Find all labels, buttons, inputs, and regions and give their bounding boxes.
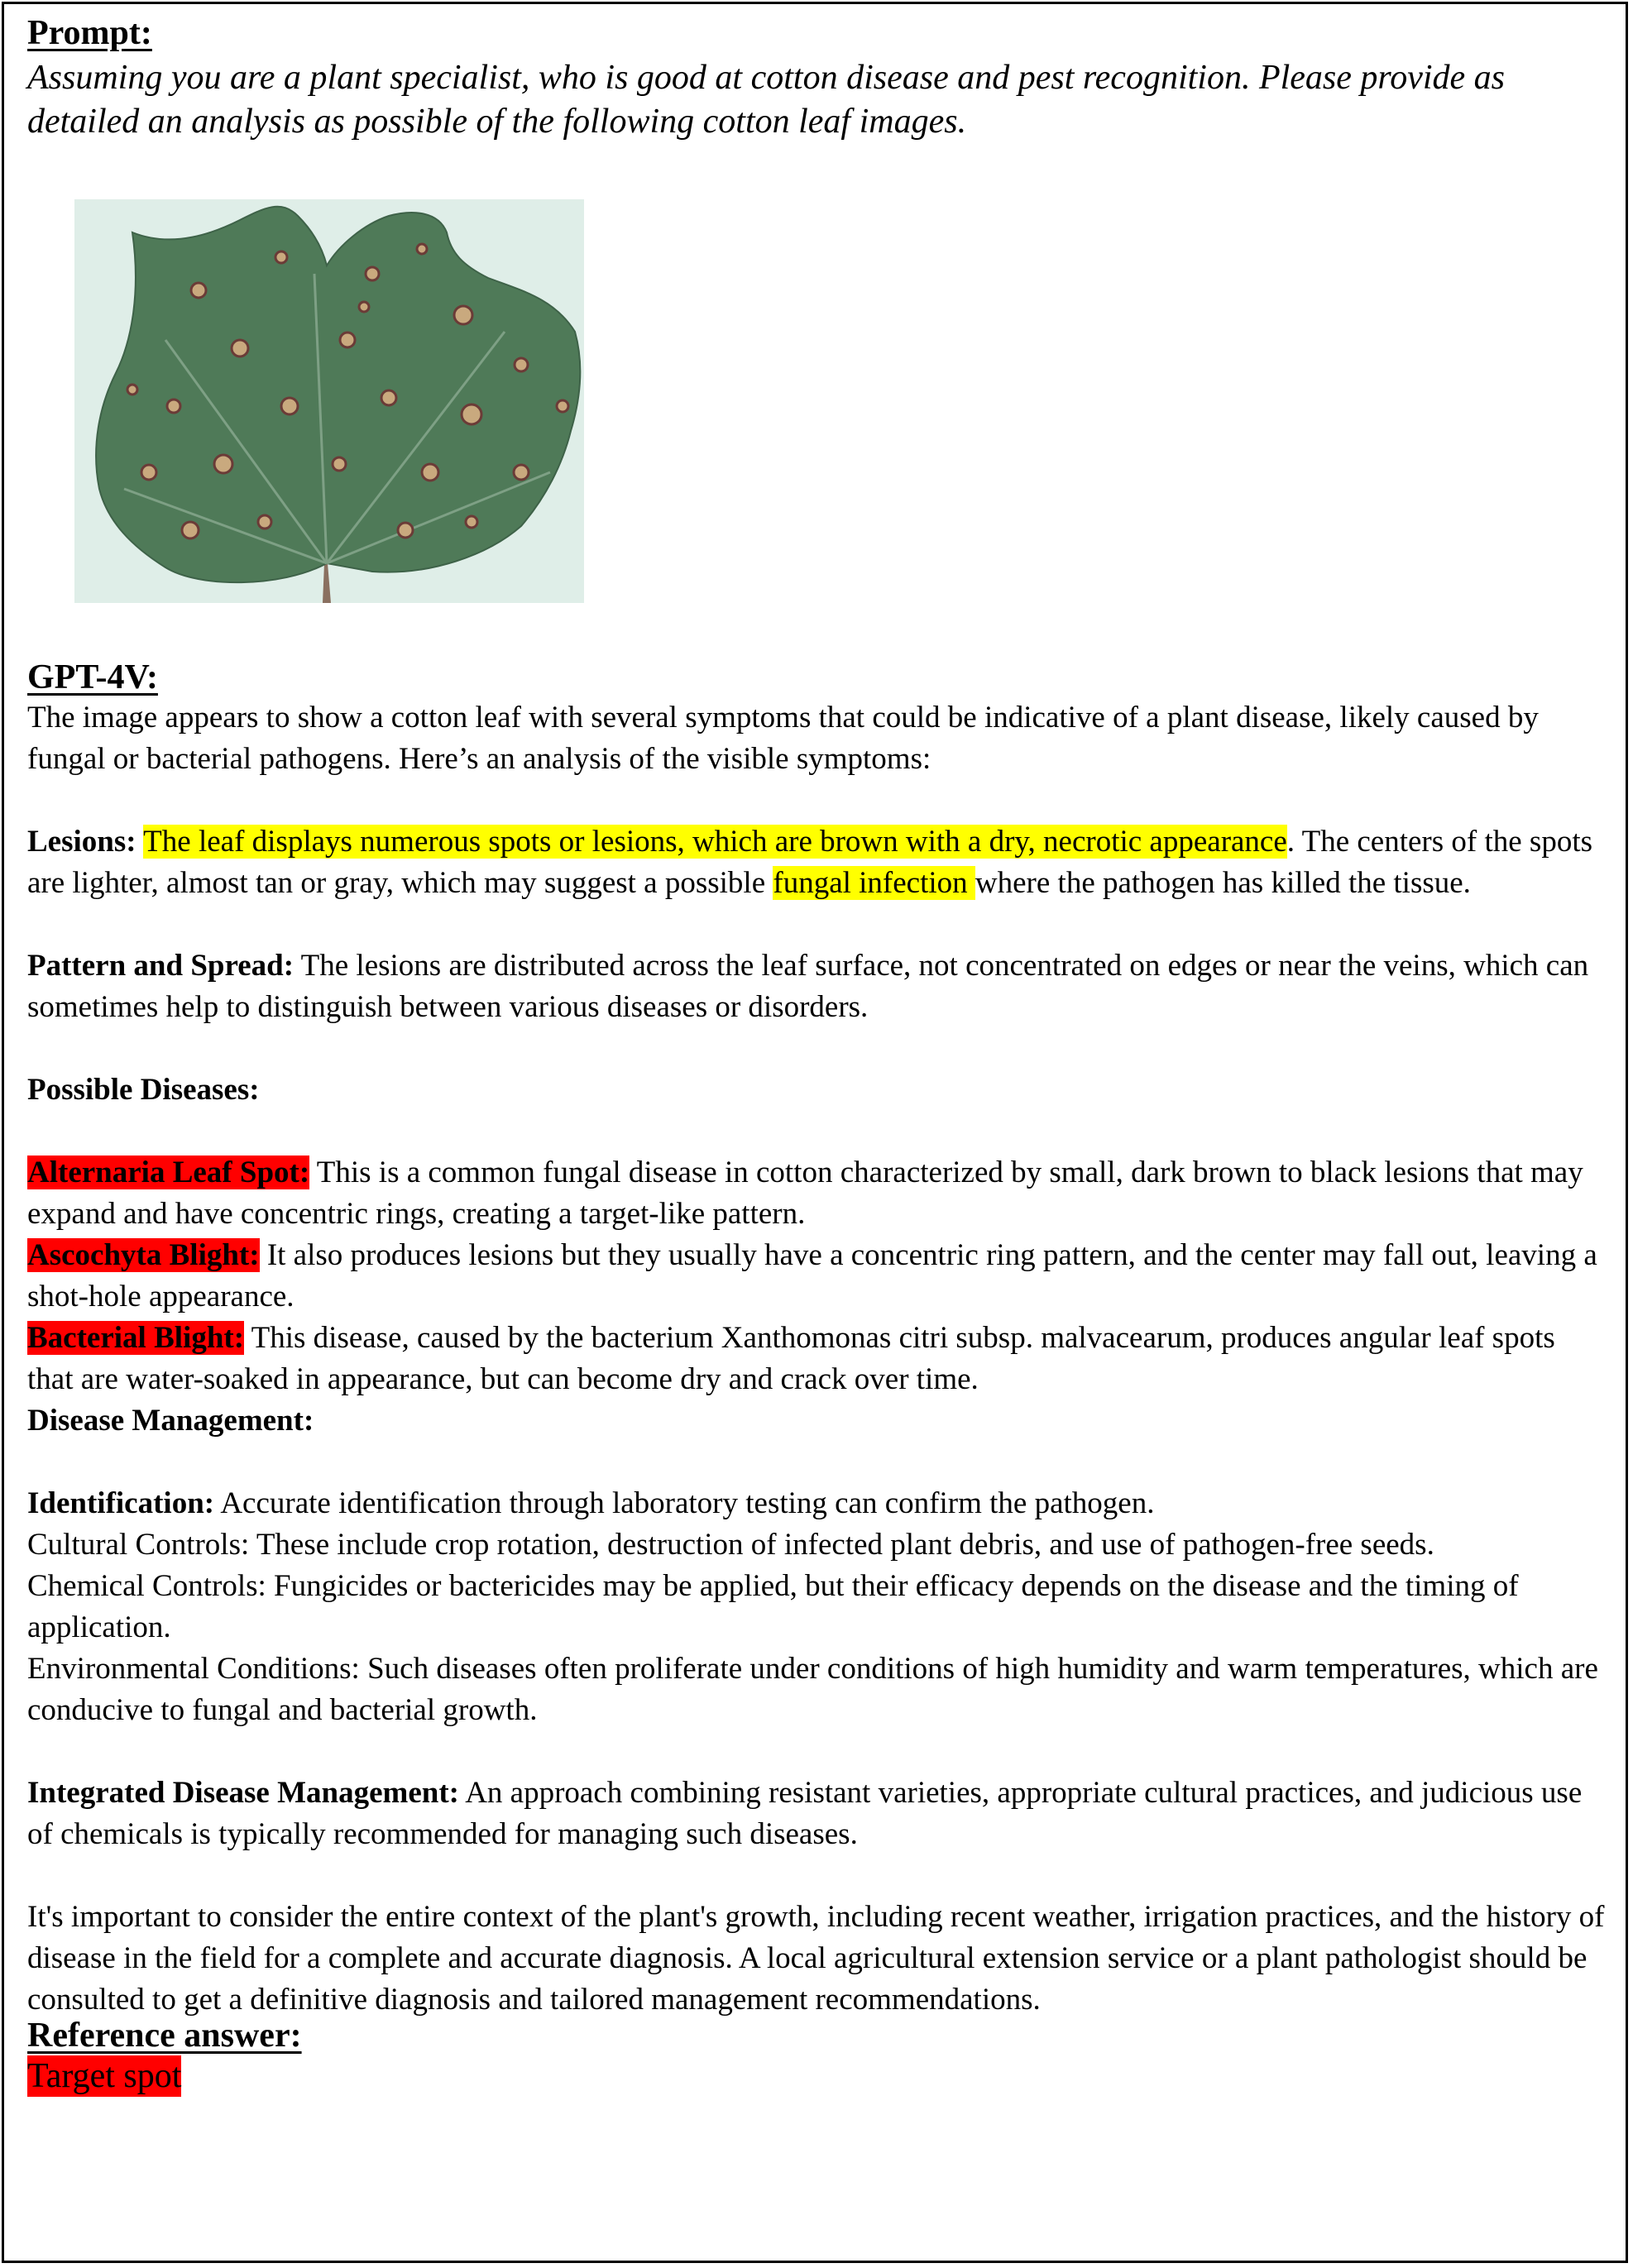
integrated-text: An approach combining resistant varieties, appropriate cultural practices, and judicious use of chemicals is typically recommended for managing such diseases. (27, 1776, 1583, 1851)
environmental-conditions: Environmental Conditions: Such diseases often proliferate under conditions of high humidity and warm temperatures, which are conducive to fungal and bacterial growth. (27, 1652, 1598, 1727)
disease-text: This disease, caused by the bacterium Xanthomonas citri subsp. malvacearum, produces angular leaf spots that are water-soaked in appearance, but can become dry and crack over time. (27, 1321, 1555, 1396)
cultural-controls: Cultural Controls: These include crop rotation, destruction of infected plant debris, and use of pathogen-free seeds. (27, 1528, 1434, 1562)
cotton-leaf-image (74, 199, 584, 603)
identification-paragraph (27, 1483, 1607, 1524)
identification-label: Identification: (27, 1486, 215, 1520)
disease-item (27, 1235, 1607, 1318)
reference-answer: Target spot (27, 2057, 182, 2095)
disease-item (27, 1152, 1607, 1235)
lesions-label: Lesions: (27, 825, 136, 859)
prompt-heading: Prompt: (27, 14, 152, 52)
chemical-controls: Chemical Controls: Fungicides or bactericides may be applied, but their efficacy depends on the disease and the timing of application. (27, 1569, 1519, 1644)
reference-heading: Reference answer: (27, 2017, 302, 2055)
integrated-label: Integrated Disease Management: (27, 1776, 459, 1810)
closing-paragraph: It's important to consider the entire context of the plant's growth, including recent weather, irrigation practices, and the history of disease in the field for a complete and accurate diagnosis. A local agricultural extension service or a plant pathologist should be consulted to get a definitive diagnosis and tailored management recommendations. (27, 1900, 1605, 2017)
lesions-text-2: where the pathogen has killed the tissue. (975, 866, 1471, 900)
disease-label: Alternaria Leaf Spot: (27, 1156, 310, 1189)
intro-paragraph: The image appears to show a cotton leaf with several symptoms that could be indicative of a plant disease, likely caused by fungal or bacterial pathogens. Here’s an analysis of the visible symptoms: (27, 701, 1539, 776)
disease-label: Bacterial Blight: (27, 1321, 245, 1355)
lesions-highlight-1: The leaf displays numerous spots or lesions, which are brown with a dry, necrotic appearance (143, 825, 1287, 859)
gpt-response (27, 697, 1607, 2021)
identification-text: Accurate identification through laboratory testing can confirm the pathogen. (214, 1486, 1155, 1520)
pattern-paragraph (27, 945, 1607, 1028)
disease-item (27, 1318, 1607, 1400)
disease-text: This is a common fungal disease in cotton characterized by small, dark brown to black lesions that may expand and have concentric rings, creating a target-like pattern. (27, 1156, 1583, 1231)
cotton-leaf-illustration (74, 199, 584, 603)
disease-label: Ascochyta Blight: (27, 1238, 260, 1272)
document-content (27, 13, 1607, 2097)
disease-management-heading: Disease Management: (27, 1404, 314, 1438)
lesions-paragraph (27, 821, 1607, 904)
disease-text: It also produces lesions but they usually have a concentric ring pattern, and the center may fall out, leaving a shot-hole appearance. (27, 1238, 1597, 1313)
gpt-heading: GPT-4V: (27, 658, 158, 696)
lesions-highlight-2: fungal infection (773, 866, 975, 900)
prompt-text: Assuming you are a plant specialist, who is good at cotton disease and pest recognition. Please provide as detailed an analysis as possible of the following cotton leaf images. (27, 59, 1505, 141)
lesions-text-1: . The centers of the spots are lighter, almost tan or gray, which may suggest a possible (27, 825, 1593, 900)
integrated-paragraph (27, 1773, 1607, 1855)
pattern-text: The lesions are distributed across the leaf surface, not concentrated on edges or near the veins, which can sometimes help to distinguish between various diseases or disorders. (27, 949, 1589, 1024)
pattern-label: Pattern and Spread: (27, 949, 295, 983)
possible-diseases-heading: Possible Diseases: (27, 1073, 260, 1107)
